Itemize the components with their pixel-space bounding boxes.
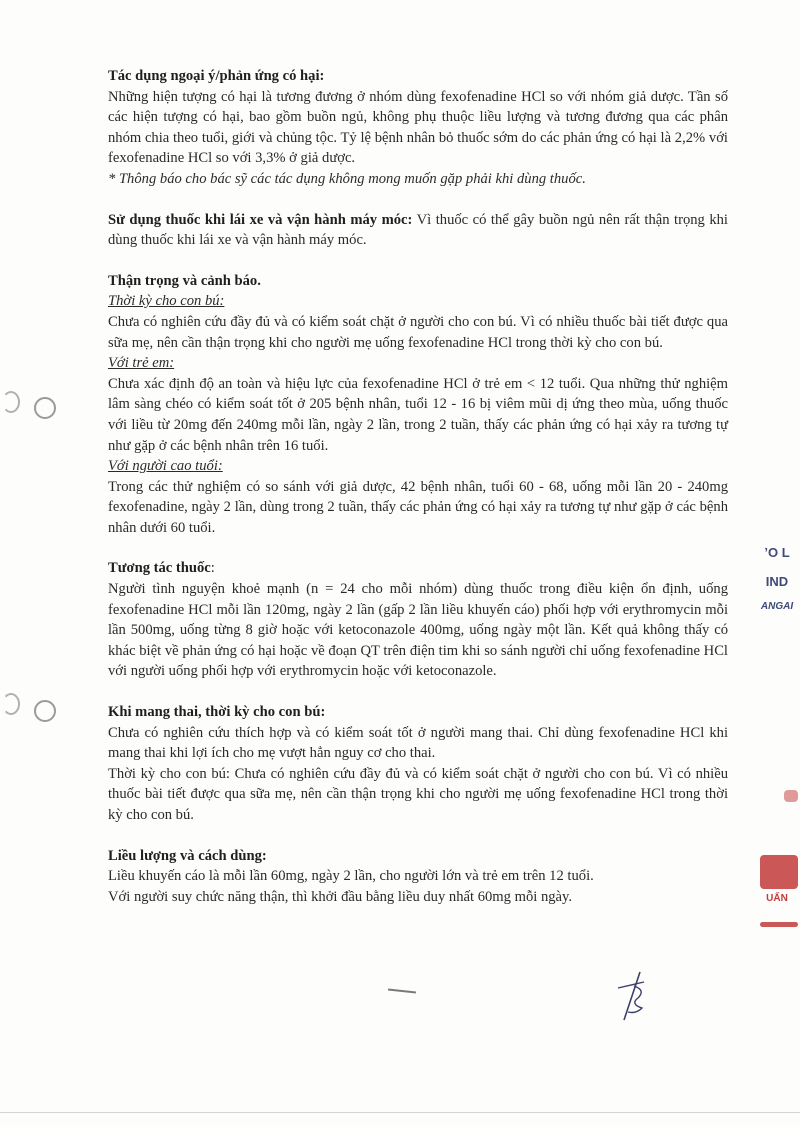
dosage-body-adults: Liều khuyến cáo là mỗi lần 60mg, ngày 2 lần, cho người lớn và trẻ em trên 12 tuổi. <box>108 868 594 885</box>
section-adverse-effects <box>108 66 728 190</box>
stamp-line-3: ANGAI <box>760 601 794 612</box>
section-precautions <box>108 271 728 539</box>
adverse-effects-note: * Thông báo cho bác sỹ các tác dụng không mong muốn gặp phải khi dùng thuốc. <box>108 170 586 187</box>
interactions-body: Người tình nguyện khoẻ mạnh (n = 24 cho mỗi nhóm) dùng thuốc trong điều kiện ổn định, uống fexofenadine HCl mỗi lần 120mg, ngày 2 lần (gấp 2 lần liều khuyến cáo) phối hợp với erythromycin mỗi lần 500mg, uống từng 8 giờ hoặc với ketoconazole 400mg, uống ngày một lần. Kết quả không thấy có khác biệt về phản ứng có hại hoặc về đoạn QT trên điện tim khi so sánh người chỉ uống fexofenadine HCl với người uống phối hợp với erythromycin hoặc với ketoconazole. <box>108 581 728 680</box>
elderly-body: Trong các thử nghiệm có so sánh với giả dược, 42 bệnh nhân, tuổi 60 - 68, uống mỗi lần 20 - 240mg fexofenadine, ngày 2 lần, dùng trong 2 tuần, thấy các phản ứng có hại xảy ra tương tự như gặp ở các bệnh nhân dưới 60 tuổi. <box>108 478 728 536</box>
punch-hole-top <box>34 397 56 419</box>
heading-precautions: Thận trọng và cảnh báo. <box>108 272 261 289</box>
pregnancy-breastfeeding-body: Thời kỳ cho con bú: Chưa có nghiên cứu đầy đủ và có kiểm soát chặt ở người cho con bú. Vì có nhiều thuốc bài tiết được qua sữa mẹ, nên cần thận trọng khi cho người mẹ uống fexofenadine HCl trong thời kỳ cho con bú. <box>108 765 728 823</box>
section-driving <box>108 210 728 251</box>
pregnancy-body: Chưa có nghiên cứu thích hợp và có kiểm soát tốt ở người mang thai. Chỉ dùng fexofenadine HCl khi mang thai khi lợi ích cho mẹ vượt hẳn nguy cơ cho thai. <box>108 724 728 762</box>
breastfeeding-body: Chưa có nghiên cứu đầy đủ và có kiểm soát chặt ở người cho con bú. Vì có nhiều thuốc bài tiết được qua sữa mẹ, nên cần thận trọng khi cho người mẹ uống fexofenadine HCl trong thời kỳ cho con bú. <box>108 313 728 351</box>
red-seal-fragment-3 <box>760 922 798 927</box>
adverse-effects-body: Những hiện tượng có hại là tương đương ở nhóm dùng fexofenadine HCl so với nhóm giả dược. Tần số các hiện tượng có hại, bao gồm buồn ngủ, không phụ thuộc liều lượng và tương đương qua các phân nhóm chia theo tuổi, giới và chủng tộc. Tỷ lệ bệnh nhân bỏ thuốc sớm do các phản ứng có hại là 2,2% với fexofenadine HCl so với 3,3% ở giả dược. <box>108 88 728 167</box>
red-seal-fragment-1 <box>784 790 798 802</box>
driving-body: Vì thuốc có thể gây buồn ngủ nên rất thận trọng khi dùng thuốc khi lái xe và vận hành máy móc. <box>108 211 728 249</box>
subheading-elderly: Với người cao tuổi: <box>108 458 223 475</box>
red-seal-fragment-2 <box>760 855 798 889</box>
dosage-body-renal: Với người suy chức năng thận, thì khởi đầu bằng liều duy nhất 60mg mỗi ngày. <box>108 888 573 905</box>
children-body: Chưa xác định độ an toàn và hiệu lực của fexofenadine HCl ở trẻ em < 12 tuổi. Qua những thử nghiệm lâm sàng chéo có kiểm soát tốt ở 205 bệnh nhân, tuổi 12 - 16 bị viêm mũi dị ứng theo mùa, uống thuốc với liều từ 20mg đến 240mg mỗi lần, ngày 2 lần, trong 2 tuần, thấy các phản ứng có hại xảy ra tương tự như gặp ở các bệnh nhân trên 16 tuổi. <box>108 375 728 454</box>
handwritten-signature-icon <box>610 968 660 1028</box>
heading-interactions-colon: : <box>210 560 215 577</box>
stamp-line-2: IND <box>765 574 789 589</box>
page-bottom-edge <box>0 1112 800 1113</box>
section-interactions <box>108 558 728 682</box>
heading-adverse-effects: Tác dụng ngoại ý/phản ứng có hại: <box>108 68 325 84</box>
stamp-line-1: ʼO L <box>764 545 790 560</box>
punch-arc-top <box>2 391 20 413</box>
red-stamp-text <box>754 893 800 904</box>
company-stamp-fragment <box>754 545 800 612</box>
punch-arc-bottom <box>2 693 20 715</box>
heading-dosage: Liều lượng và cách dùng: <box>108 847 267 864</box>
document-page <box>108 66 728 927</box>
subheading-children: Với trẻ em: <box>108 355 175 372</box>
subheading-breastfeeding: Thời kỳ cho con bú: <box>108 293 225 310</box>
heading-pregnancy: Khi mang thai, thời kỳ cho con bú: <box>108 704 326 721</box>
pen-dash-mark <box>388 989 416 994</box>
heading-driving: Sử dụng thuốc khi lái xe và vận hành máy móc: <box>108 211 413 228</box>
section-pregnancy <box>108 702 728 826</box>
section-dosage <box>108 846 728 908</box>
heading-interactions: Tương tác thuốc <box>108 560 211 577</box>
red-stamp-line: UẤN <box>766 893 788 904</box>
punch-hole-bottom <box>34 700 56 722</box>
